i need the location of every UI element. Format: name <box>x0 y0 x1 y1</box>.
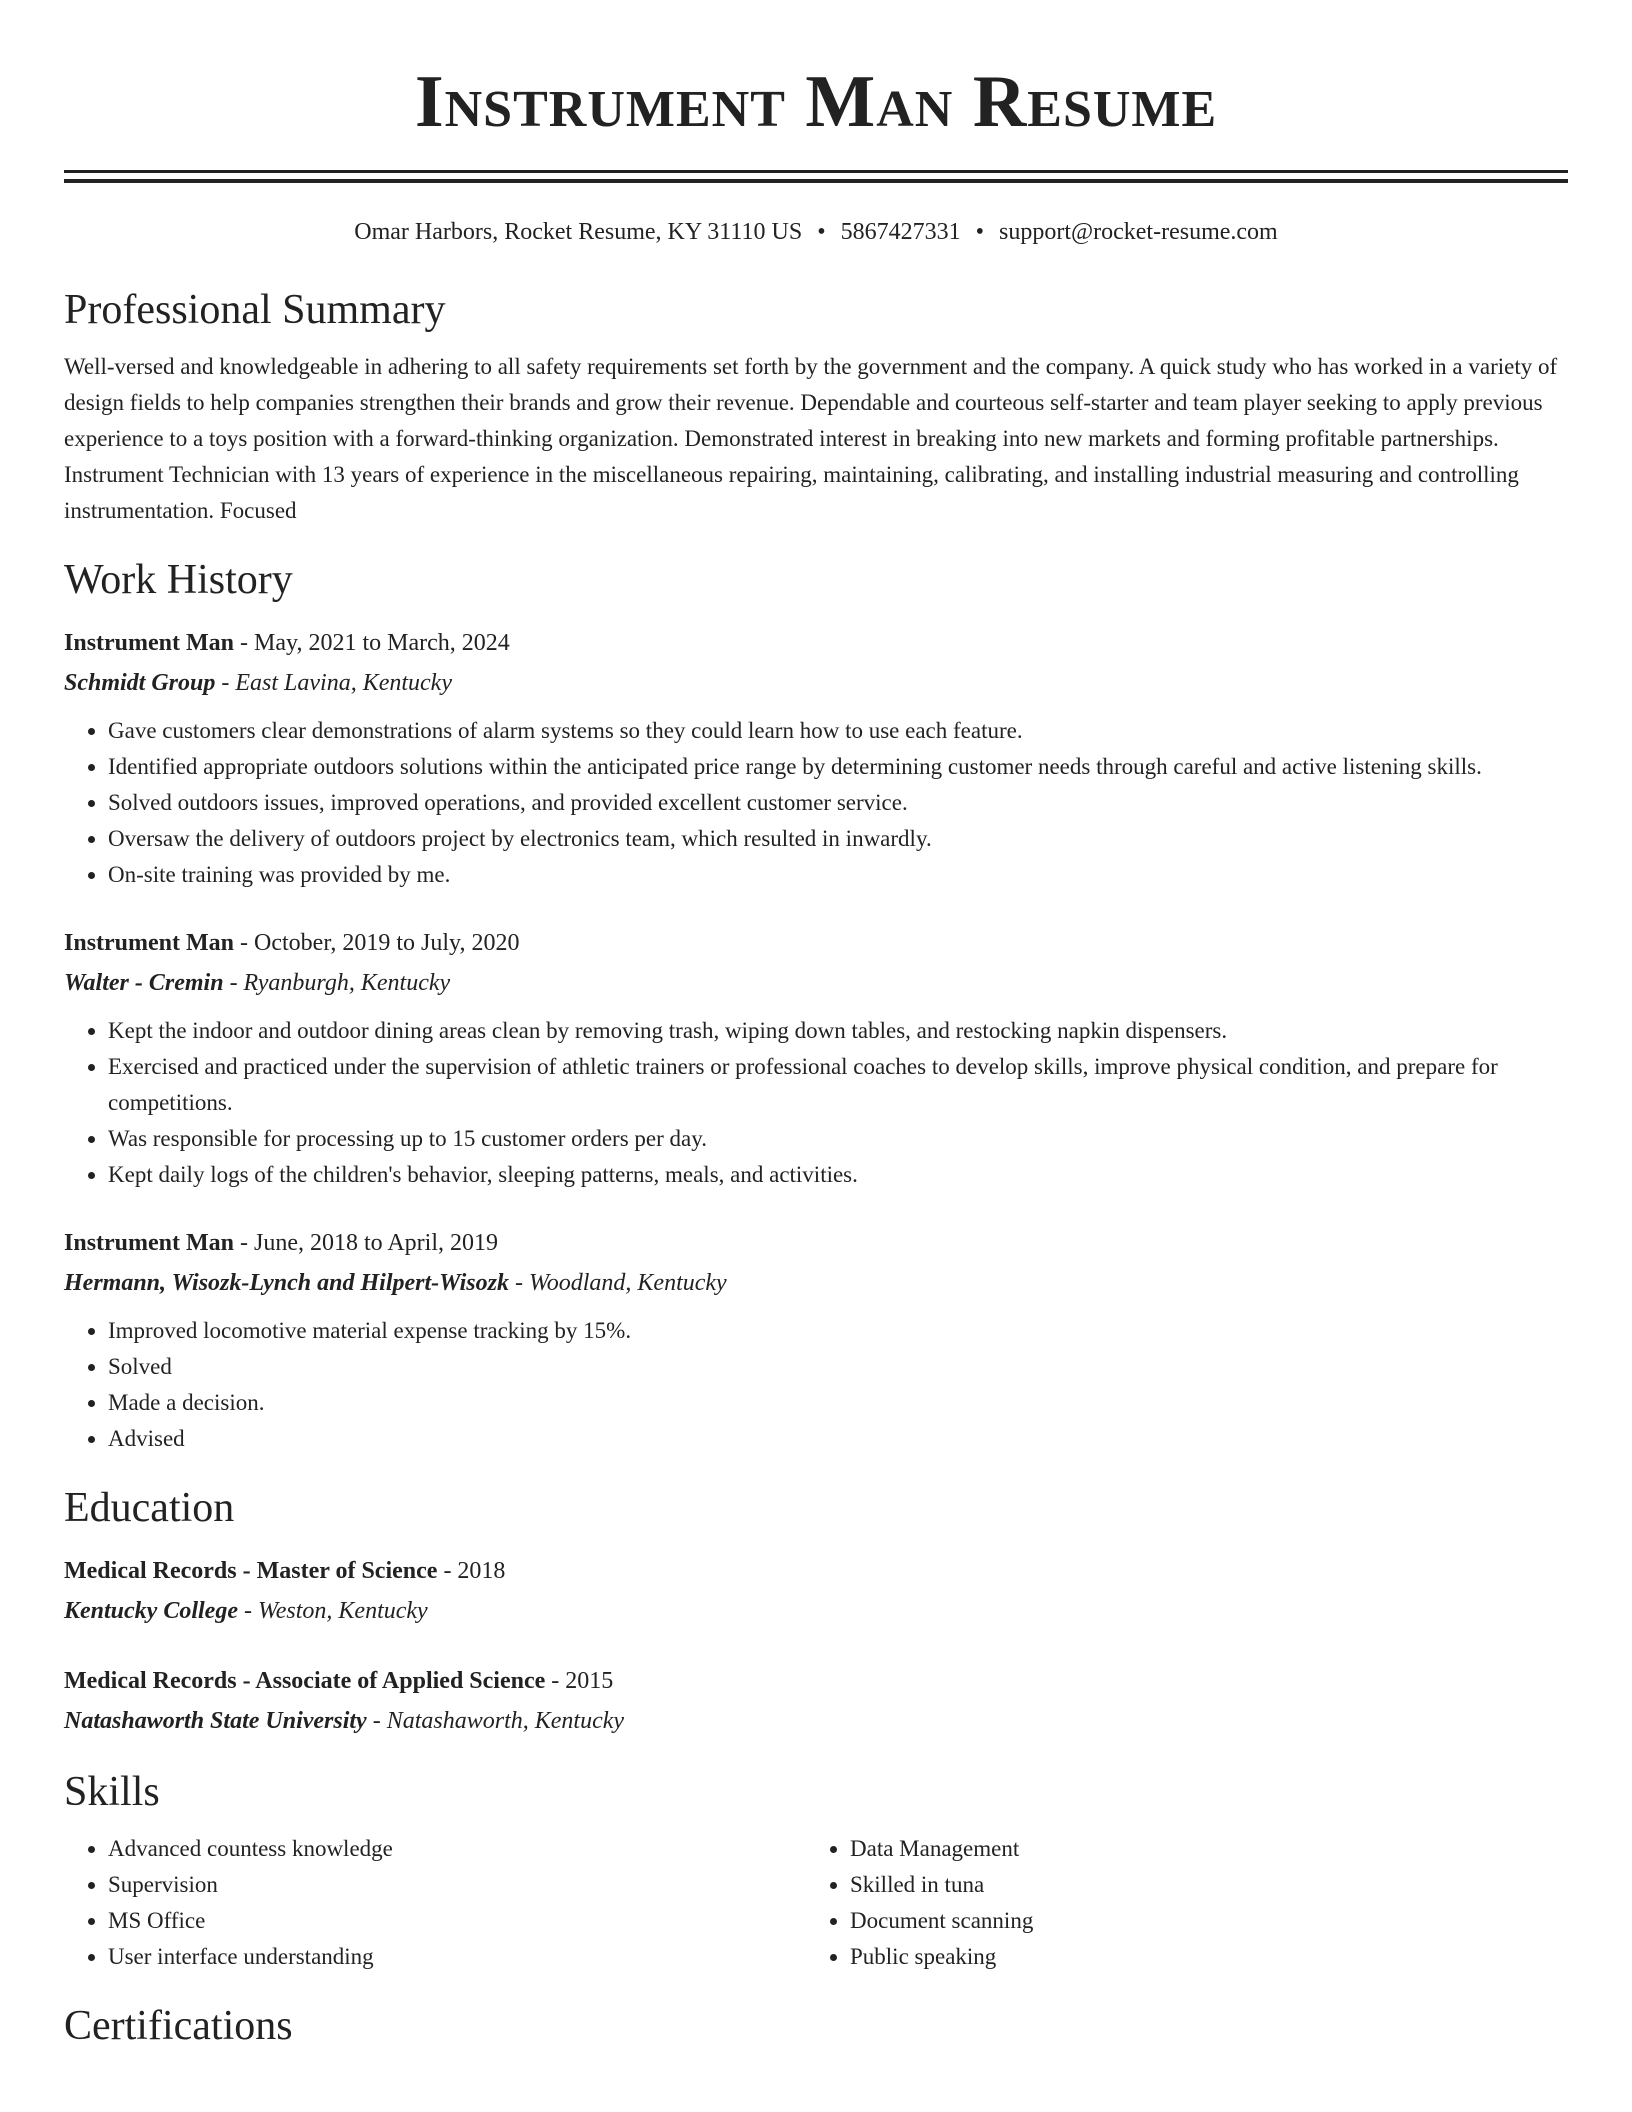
job-bullets <box>64 713 1568 893</box>
job-dates: - May, 2021 to March, 2024 <box>234 630 510 656</box>
school-name: Natashaworth State University <box>64 1708 367 1734</box>
skill-item: • Supervision <box>108 1867 806 1903</box>
education-entry <box>64 1551 1568 1631</box>
job-bullet: • Kept the indoor and outdoor dining areas clean by removing trash, wiping down tables, and restocking napkin dispensers. <box>108 1013 1568 1049</box>
skills-column-right <box>806 1831 1568 1975</box>
job-company-line <box>64 963 1568 1003</box>
degree-year: - 2015 <box>545 1668 614 1694</box>
job-title-line <box>64 623 1568 663</box>
job-bullet: • Solved outdoors issues, improved operations, and provided excellent customer service. <box>108 785 1568 821</box>
job-company-line <box>64 1263 1568 1303</box>
work-history-heading: Work History <box>64 557 293 603</box>
job-title: Instrument Man <box>64 930 235 956</box>
skill-item: • User interface understanding <box>108 1939 806 1975</box>
job-bullet: • Gave customers clear demonstrations of alarm systems so they could learn how to use each feature. <box>108 713 1568 749</box>
degree-year: - 2018 <box>437 1558 506 1584</box>
job-bullet: • Improved locomotive material expense tracking by 15%. <box>108 1313 1568 1349</box>
school-line <box>64 1591 1568 1631</box>
skill-item: • Public speaking <box>850 1939 1568 1975</box>
job-dates: - June, 2018 to April, 2019 <box>234 1230 499 1256</box>
school-location: - Natashaworth, Kentucky <box>366 1708 625 1734</box>
skill-item: • Data Management <box>850 1831 1568 1867</box>
degree-line <box>64 1551 1568 1591</box>
summary-heading: Professional Summary <box>64 287 446 333</box>
education-entry <box>64 1661 1568 1741</box>
skills-list <box>64 1831 1568 1975</box>
title-divider-bottom <box>64 179 1568 183</box>
degree-line <box>64 1661 1568 1701</box>
job-bullets <box>64 1313 1568 1457</box>
skills-heading: Skills <box>64 1769 160 1815</box>
job-bullet: • Advised <box>108 1421 1568 1457</box>
skill-item: • MS Office <box>108 1903 806 1939</box>
certifications-heading: Certifications <box>64 2003 293 2049</box>
resume-title: Instrument Man Resume <box>414 61 1218 143</box>
job-title-line <box>64 1223 1568 1263</box>
job-entry <box>64 1223 1568 1457</box>
job-company: Schmidt Group <box>64 670 216 696</box>
summary-text: Well-versed and knowledgeable in adhering to all safety requirements set forth by the government and the company. A quick study who has worked in a variety of design fields to help companies strengthen their brands and grow their revenue. Dependable and courteous self-starter and team player seeking to apply previous experience to a toys position with a forward-thinking organization. Demonstrated interest in breaking into new markets and forming profitable partnerships. Instrument Technician with 13 years of experience in the miscellaneous repairing, maintaining, calibrating, and installing industrial measuring and controlling instrumentation. Focused <box>64 354 1558 523</box>
job-bullet: • Made a decision. <box>108 1385 1568 1421</box>
school-name: Kentucky College <box>64 1598 238 1624</box>
school-line <box>64 1701 1568 1741</box>
job-dates: - October, 2019 to July, 2020 <box>234 930 520 956</box>
contact-address: Omar Harbors, Rocket Resume, KY 31110 US <box>354 219 803 245</box>
contact-line <box>64 217 1568 247</box>
degree-name: Medical Records - Master of Science <box>64 1558 438 1584</box>
job-company-line <box>64 663 1568 703</box>
contact-separator: • <box>975 219 985 245</box>
skill-item: • Advanced countess knowledge <box>108 1831 806 1867</box>
job-bullet: • Oversaw the delivery of outdoors project by electronics team, which resulted in inwardly. <box>108 821 1568 857</box>
job-location: - Woodland, Kentucky <box>508 1270 727 1296</box>
job-bullet: • Identified appropriate outdoors solutions within the anticipated price range by determining customer needs through careful and active listening skills. <box>108 749 1568 785</box>
job-title: Instrument Man <box>64 1230 235 1256</box>
education-heading: Education <box>64 1485 235 1531</box>
contact-separator: • <box>817 219 826 245</box>
job-bullet: • Solved <box>108 1349 1568 1385</box>
contact-phone: 5867427331 <box>840 219 961 245</box>
job-bullet: • Was responsible for processing up to 15 customer orders per day. <box>108 1121 1568 1157</box>
degree-name: Medical Records - Associate of Applied Science <box>64 1668 546 1694</box>
job-entry <box>64 923 1568 1193</box>
job-bullet: • Exercised and practiced under the supervision of athletic trainers or professional coaches to develop skills, improve physical condition, and prepare for competitions. <box>108 1049 1568 1121</box>
title-divider-top <box>64 170 1568 173</box>
skill-item: • Document scanning <box>850 1903 1568 1939</box>
job-company: Hermann, Wisozk-Lynch and Hilpert-Wisozk <box>64 1270 509 1296</box>
job-location: - Ryanburgh, Kentucky <box>223 970 451 996</box>
job-location: - East Lavina, Kentucky <box>215 670 452 696</box>
job-bullet: • Kept daily logs of the children's behavior, sleeping patterns, meals, and activities. <box>108 1157 1568 1193</box>
school-location: - Weston, Kentucky <box>237 1598 428 1624</box>
job-bullet: • On-site training was provided by me. <box>108 857 1568 893</box>
job-title: Instrument Man <box>64 630 235 656</box>
contact-email: support@rocket-resume.com <box>999 219 1278 245</box>
skills-column-left <box>64 1831 806 1975</box>
skill-item: • Skilled in tuna <box>850 1867 1568 1903</box>
job-entry <box>64 623 1568 893</box>
job-company: Walter - Cremin <box>64 970 224 996</box>
job-bullets <box>64 1013 1568 1193</box>
job-title-line <box>64 923 1568 963</box>
